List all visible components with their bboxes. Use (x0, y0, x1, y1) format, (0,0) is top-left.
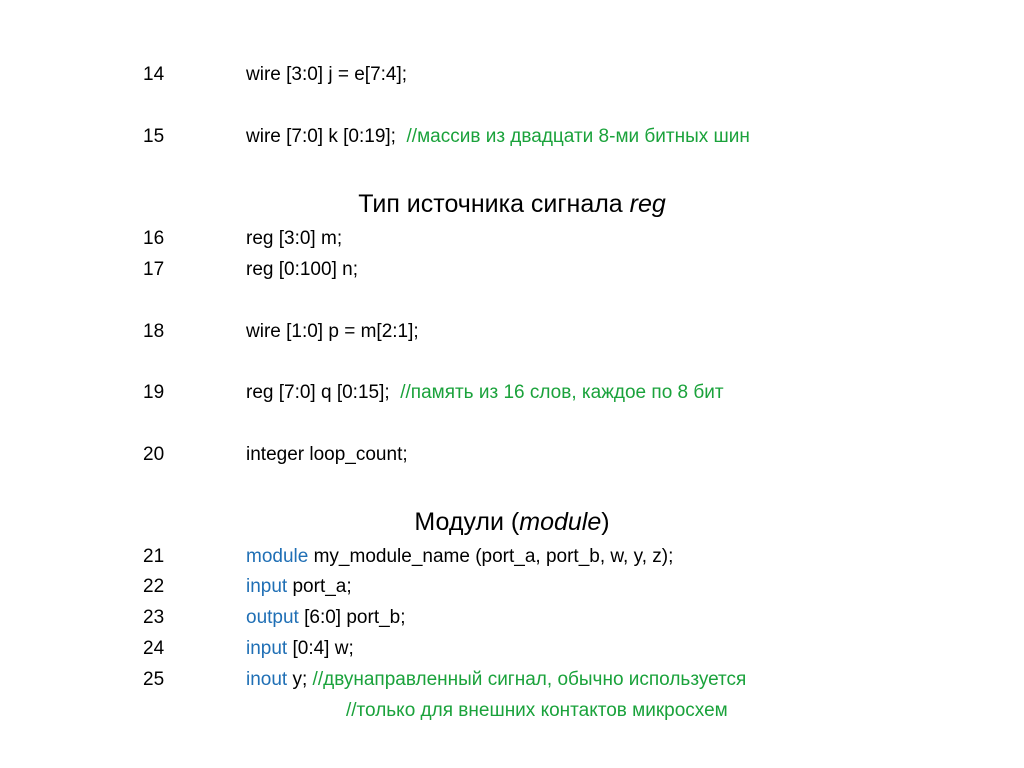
code-comment: //память из 16 слов, каждое по 8 бит (400, 382, 724, 403)
code-comment: //двунаправленный сигнал, обычно используется (312, 669, 747, 690)
code-statement (246, 123, 750, 151)
code-statement (246, 573, 352, 601)
code-line-16 (0, 225, 1024, 253)
line-number: 22 (143, 576, 165, 597)
code-statement (246, 666, 746, 694)
heading-text: Модули ( (414, 508, 520, 536)
line-number: 17 (143, 259, 165, 280)
code-line-23 (0, 604, 1024, 632)
code-statement (246, 379, 724, 407)
section-heading-module (0, 505, 1024, 539)
line-number: 19 (143, 382, 165, 403)
heading-close: ) (601, 508, 610, 536)
code-comment-continuation: //только для внешних контактов микросхем (346, 700, 728, 721)
code-text: [0:4] w; (292, 638, 354, 659)
code-keyword: input (246, 638, 288, 659)
line-number: 21 (143, 546, 165, 567)
line-number: 23 (143, 607, 165, 628)
code-text: wire [7:0] k [0:19]; (246, 126, 396, 147)
code-statement (246, 604, 406, 632)
code-text: [6:0] port_b; (304, 607, 406, 628)
code-text: my_module_name (port_a, port_b, w, y, z); (313, 546, 674, 567)
code-line-24 (0, 635, 1024, 663)
code-text: integer loop_count; (246, 444, 408, 465)
section-heading-reg (0, 187, 1024, 221)
code-comment: //массив из двадцати 8-ми битных шин (406, 126, 750, 147)
code-line-19 (0, 379, 1024, 407)
line-number: 25 (143, 669, 165, 690)
code-text: reg [0:100] n; (246, 259, 358, 280)
line-number: 20 (143, 444, 165, 465)
code-keyword: inout (246, 669, 288, 690)
code-keyword: output (246, 607, 299, 628)
code-line-18 (0, 318, 1024, 346)
code-text: reg [7:0] q [0:15]; (246, 382, 390, 403)
line-number: 16 (143, 228, 165, 249)
heading-term: reg (629, 190, 666, 218)
line-number: 14 (143, 64, 165, 85)
code-statement (246, 543, 673, 571)
heading-term: module (519, 508, 602, 536)
code-text: port_a; (292, 576, 352, 597)
code-line-22 (0, 573, 1024, 601)
code-text: reg [3:0] m; (246, 228, 343, 249)
code-text: wire [1:0] p = m[2:1]; (246, 321, 419, 342)
line-number: 15 (143, 126, 165, 147)
code-keyword: input (246, 576, 288, 597)
code-text: y; (292, 669, 308, 690)
code-text: wire [3:0] j = e[7:4]; (246, 64, 408, 85)
code-line-17 (0, 256, 1024, 284)
code-line-21 (0, 543, 1024, 571)
line-number: 24 (143, 638, 165, 659)
code-statement (246, 635, 354, 663)
heading-text: Тип источника сигнала (358, 190, 630, 218)
code-line-25 (0, 666, 1024, 694)
code-keyword: module (246, 546, 309, 567)
code-line-15 (0, 123, 1024, 151)
code-line-20 (0, 441, 1024, 469)
code-line-25-continuation (0, 697, 1024, 725)
code-line-14 (0, 61, 1024, 89)
line-number: 18 (143, 321, 165, 342)
